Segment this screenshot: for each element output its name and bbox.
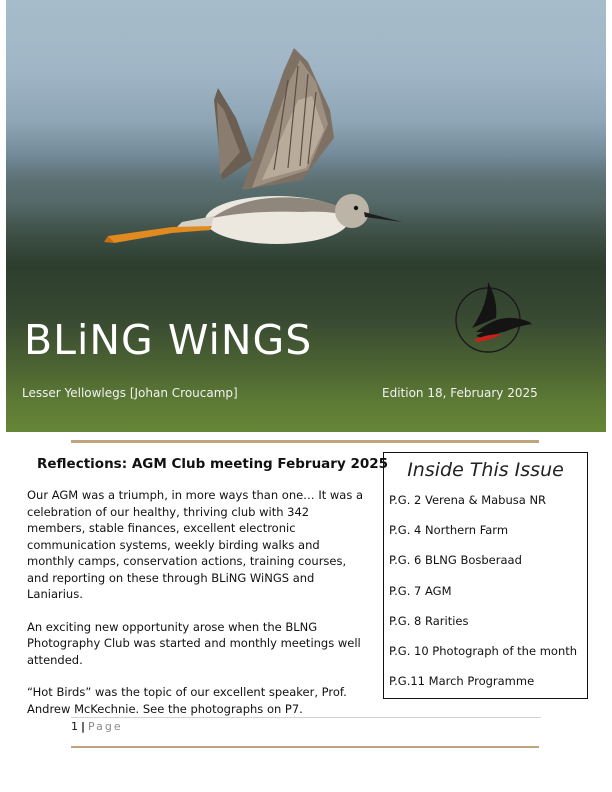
bird-photo — [102, 40, 422, 260]
toc-item: P.G. 4 Northern Farm — [389, 523, 509, 538]
toc-item: P.G. 2 Verena & Mabusa NR — [389, 493, 547, 507]
club-logo — [452, 276, 536, 364]
top-divider — [71, 440, 539, 443]
article-paragraph: “Hot Birds” was the topic of our excellent speaker, Prof. Andrew McKechnie. See the photographs on P7. — [27, 685, 347, 716]
article-paragraph: An exciting new opportunity arose when the BLNG Photography Club was started and monthly meetings well attended. — [27, 619, 361, 667]
article-heading: Reflections: AGM Club meeting February 2025 — [37, 456, 389, 472]
toc-item: P.G. 10 Photograph of the month — [389, 643, 578, 658]
article-paragraph: Our AGM was a triumph, in more ways than one… It was a celebration of our healthy, thriving club with 342 members, stable finances, excellent electronic communication systems, weekly birding walks and monthly camps, conservation actions, training courses, and reporting on these through BLiNG WiNGS and Laniarius. — [27, 488, 364, 601]
toc-item: P.G. 6 BLNG Bosberaad — [389, 553, 522, 568]
page-label: Page — [88, 720, 123, 733]
toc-list — [384, 493, 587, 704]
page-separator: | — [81, 720, 86, 733]
footer-divider — [71, 717, 541, 718]
newsletter-title: BLiNG WiNGS — [24, 316, 313, 364]
cover-photo — [6, 0, 606, 432]
toc-item: P.G. 7 AGM — [389, 583, 452, 598]
article-body — [27, 487, 367, 733]
toc-title: Inside This Issue — [407, 459, 564, 481]
toc-item: P.G. 8 Rarities — [389, 613, 469, 628]
page-number: 1 — [71, 720, 78, 733]
inside-this-issue-box — [383, 452, 588, 699]
edition-info: Edition 18, February 2025 — [382, 386, 538, 400]
bottom-divider — [71, 746, 539, 748]
page-footer — [71, 720, 123, 733]
toc-item: P.G.11 March Programme — [389, 674, 535, 689]
photo-caption: Lesser Yellowlegs [Johan Croucamp] — [22, 386, 238, 400]
